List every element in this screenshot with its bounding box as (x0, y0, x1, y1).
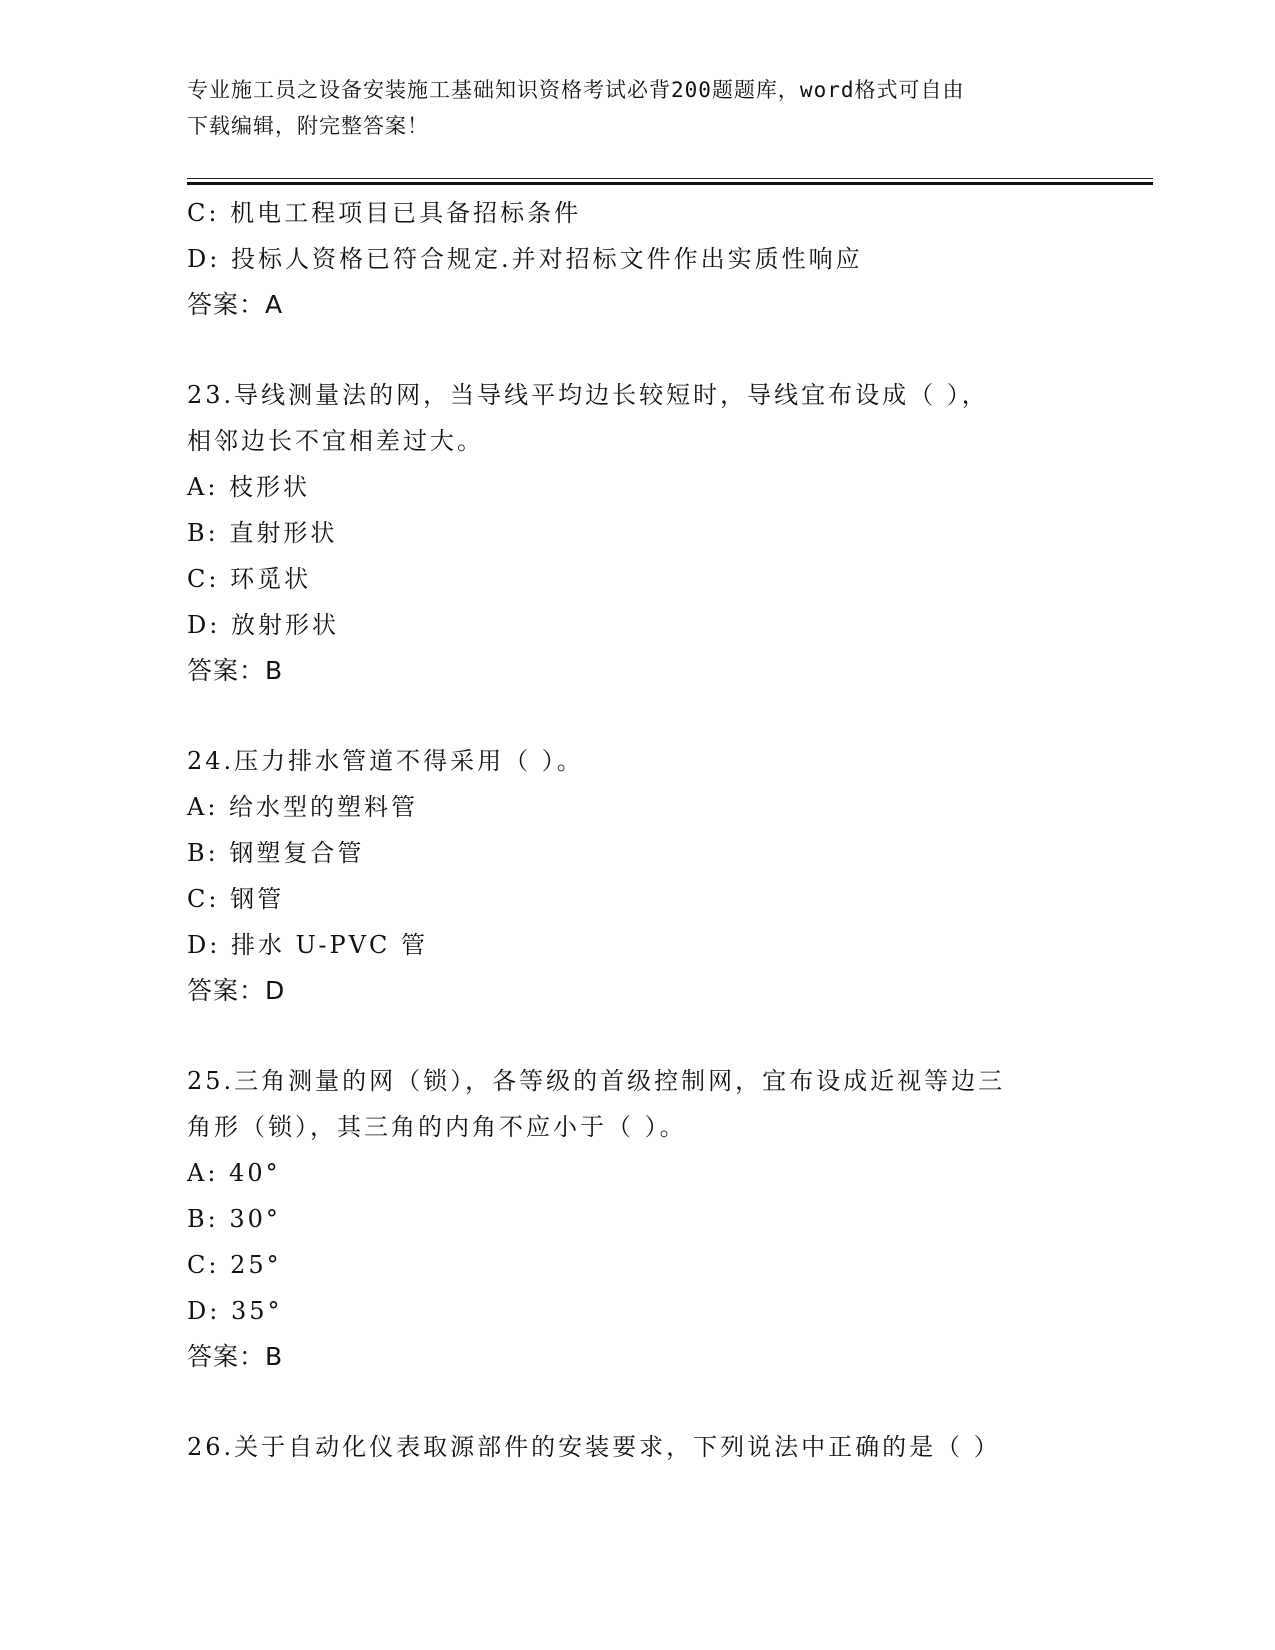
question-stem-continued: 角形（锁），其三角的内角不应小于（ ）。 (187, 1113, 687, 1141)
question-26 (187, 1424, 1077, 1470)
option-d: D: 35° (187, 1297, 283, 1325)
option-a: A: 给水型的塑料管 (187, 793, 419, 821)
spacer (187, 1380, 1127, 1424)
question-22-tail (187, 190, 1127, 328)
question-stem-continued: 相邻边长不宜相差过大。 (187, 427, 484, 455)
question-stem: 24.压力排水管道不得采用（ ）。 (187, 747, 584, 775)
question-25 (187, 1058, 1077, 1380)
document-header (187, 72, 1077, 144)
header-divider-thin (187, 178, 1153, 179)
header-line-1: 专业施工员之设备安装施工基础知识资格考试必背200题题库，word格式可自由 (187, 78, 965, 102)
option-c: C: 机电工程项目已具备招标条件 (187, 199, 582, 227)
option-a: A: 40° (187, 1159, 281, 1187)
option-c: C: 25° (187, 1251, 282, 1279)
question-stem: 23.导线测量法的网，当导线平均边长较短时，导线宜布设成（ ）， (187, 381, 989, 409)
option-d: D: 排水 U-PVC 管 (187, 931, 428, 959)
option-c: C: 钢管 (187, 885, 285, 913)
spacer (187, 328, 1127, 372)
header-divider-thick (187, 182, 1153, 185)
option-a: A: 枝形状 (187, 473, 311, 501)
option-b: B: 30° (187, 1205, 281, 1233)
header-line-2: 下载编辑，附完整答案！ (187, 114, 429, 138)
question-23 (187, 372, 1077, 694)
answer-line: 答案：A (187, 290, 284, 319)
option-b: B: 钢塑复合管 (187, 839, 365, 867)
spacer (187, 694, 1127, 738)
question-stem: 26.关于自动化仪表取源部件的安装要求，下列说法中正确的是（ ） (187, 1433, 1001, 1461)
option-b: B: 直射形状 (187, 519, 338, 547)
option-d: D: 放射形状 (187, 611, 339, 639)
option-d: D: 投标人资格已符合规定.并对招标文件作出实质性响应 (187, 245, 863, 273)
answer-line: 答案：B (187, 1342, 284, 1371)
question-list (187, 190, 1127, 1470)
spacer (187, 1014, 1127, 1058)
question-24 (187, 738, 1077, 1014)
question-stem: 25.三角测量的网（锁），各等级的首级控制网，宜布设成近视等边三 (187, 1067, 1006, 1095)
answer-line: 答案：B (187, 656, 284, 685)
answer-line: 答案：D (187, 976, 286, 1005)
option-c: C: 环觅状 (187, 565, 312, 593)
